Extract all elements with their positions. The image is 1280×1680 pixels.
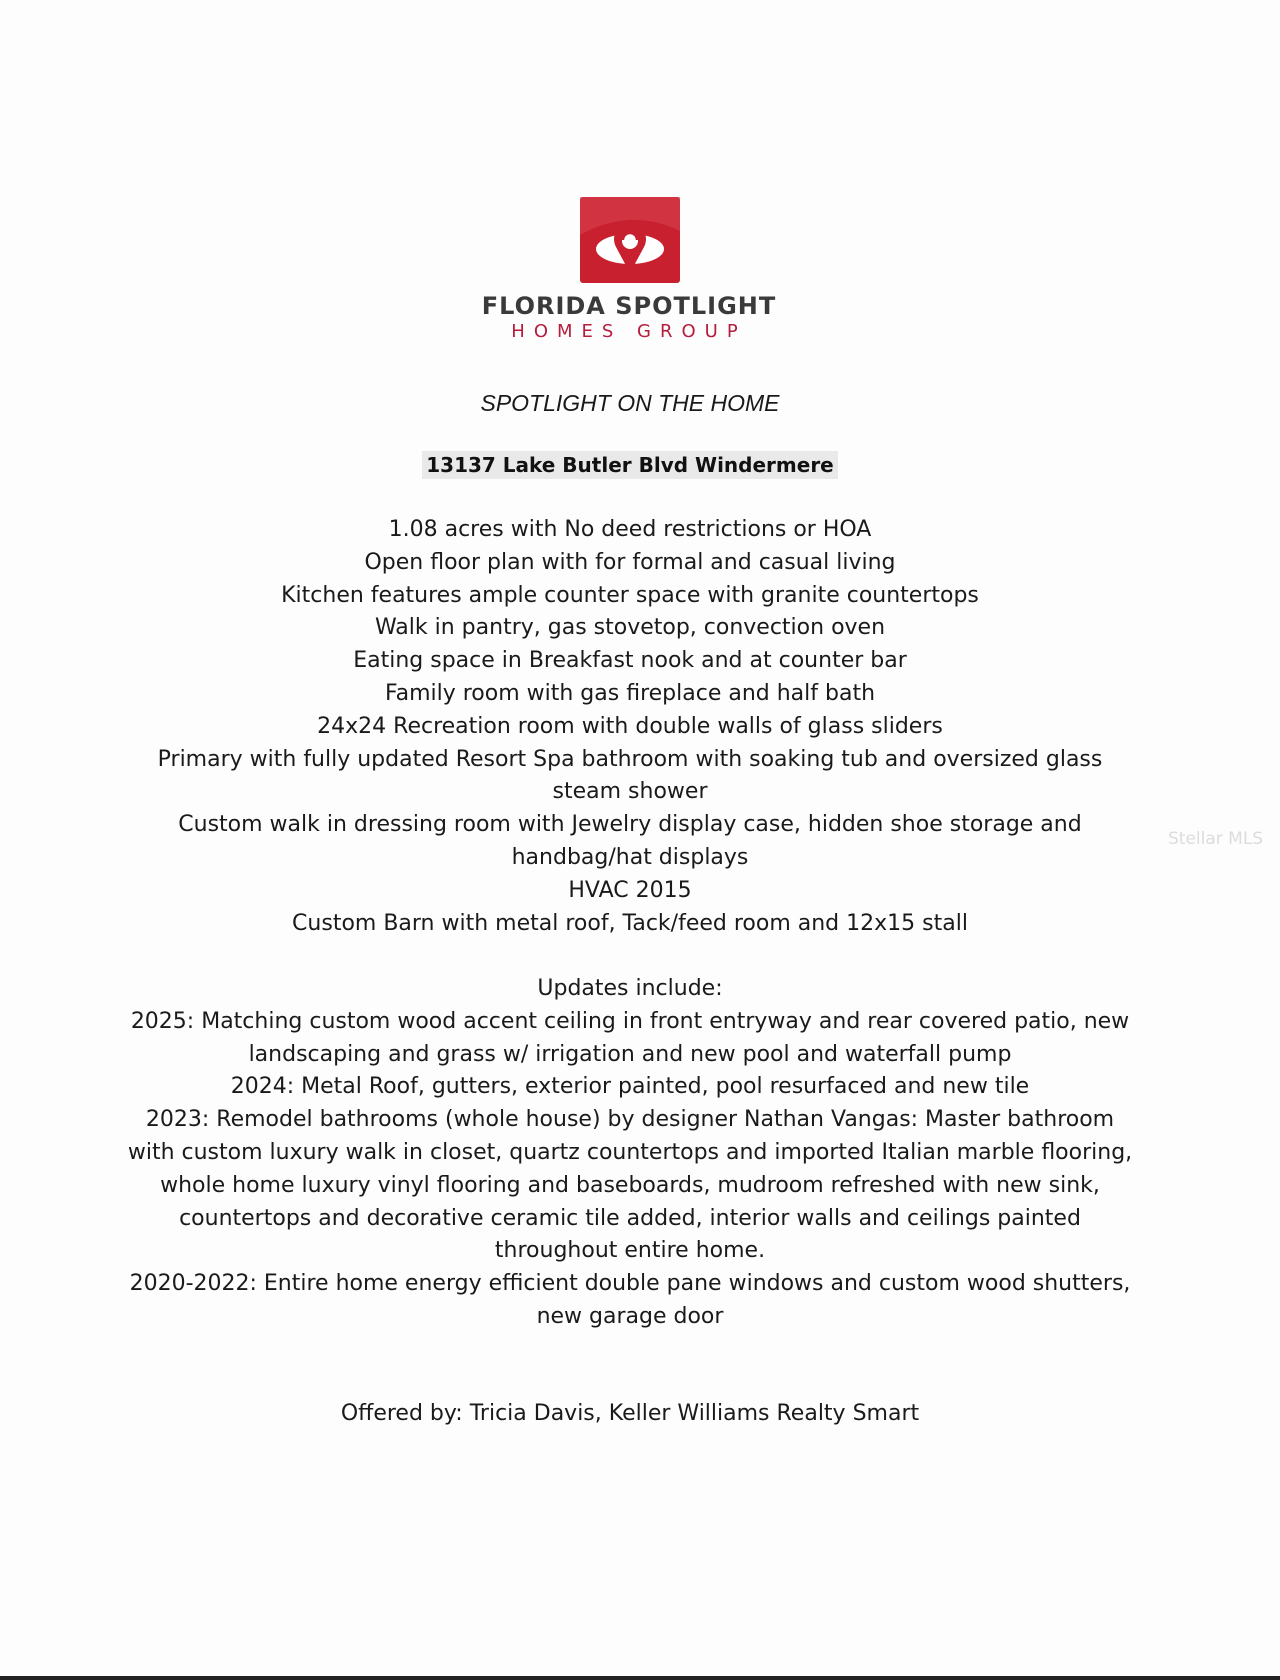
section-kicker: SPOTLIGHT ON THE HOME [480,390,780,416]
features-list [120,514,1140,940]
feature-item: Eating space in Breakfast nook and at counter bar [353,648,907,674]
location-pin-in-eye-icon [580,197,680,283]
feature-item: Kitchen features ample counter space with granite countertops [281,582,979,608]
brand-subtitle: HOMES GROUP [511,321,747,342]
bottom-border [0,1676,1280,1680]
watermark: Stellar MLS [1168,829,1264,849]
offered-by: Offered by: Tricia Davis, Keller Williams Realty Smart [340,1401,920,1426]
update-item: 2023: Remodel bathrooms (whole house) by designer Nathan Vangas: Master bathroom with custom luxury walk in closet, quartz countertops and imported Italian marble flooring, whole home luxury vinyl flooring and baseboards, mudroom refreshed with new sink, countertops and decorative ceramic tile added, interior walls and ceilings painted throughout entire home. [127,1107,1133,1264]
feature-item: 1.08 acres with No deed restrictions or HOA [388,517,872,542]
property-address: 13137 Lake Butler Blvd Windermere [422,451,838,479]
feature-item: Custom walk in dressing room with Jewelry display case, hidden shoe storage and handbag/hat displays [178,812,1082,870]
brand-name: FLORIDA SPOTLIGHT [481,292,777,320]
update-item: 2025: Matching custom wood accent ceiling in front entryway and rear covered patio, new landscaping and grass w/ irrigation and new pool and waterfall pump [130,1008,1130,1067]
feature-item: 24x24 Recreation room with double walls of glass sliders [317,713,943,739]
feature-item: Primary with fully updated Resort Spa bathroom with soaking tub and oversized glass steam shower [157,746,1103,805]
feature-item: Walk in pantry, gas stovetop, convection oven [374,615,886,641]
feature-item: HVAC 2015 [568,877,692,903]
feature-item: Family room with gas fireplace and half bath [384,680,876,706]
updates-heading: Updates include: [537,976,723,1001]
updates-list [120,973,1140,1334]
address-wrap [0,451,1260,479]
update-item: 2024: Metal Roof, gutters, exterior painted, pool resurfaced and new tile [230,1074,1030,1100]
feature-item: Custom Barn with metal roof, Tack/feed room and 12x15 stall [292,910,968,936]
feature-item: Open floor plan with for formal and casual living [364,549,896,575]
update-item: 2020-2022: Entire home energy efficient double pane windows and custom wood shutters, new garage door [129,1271,1131,1329]
